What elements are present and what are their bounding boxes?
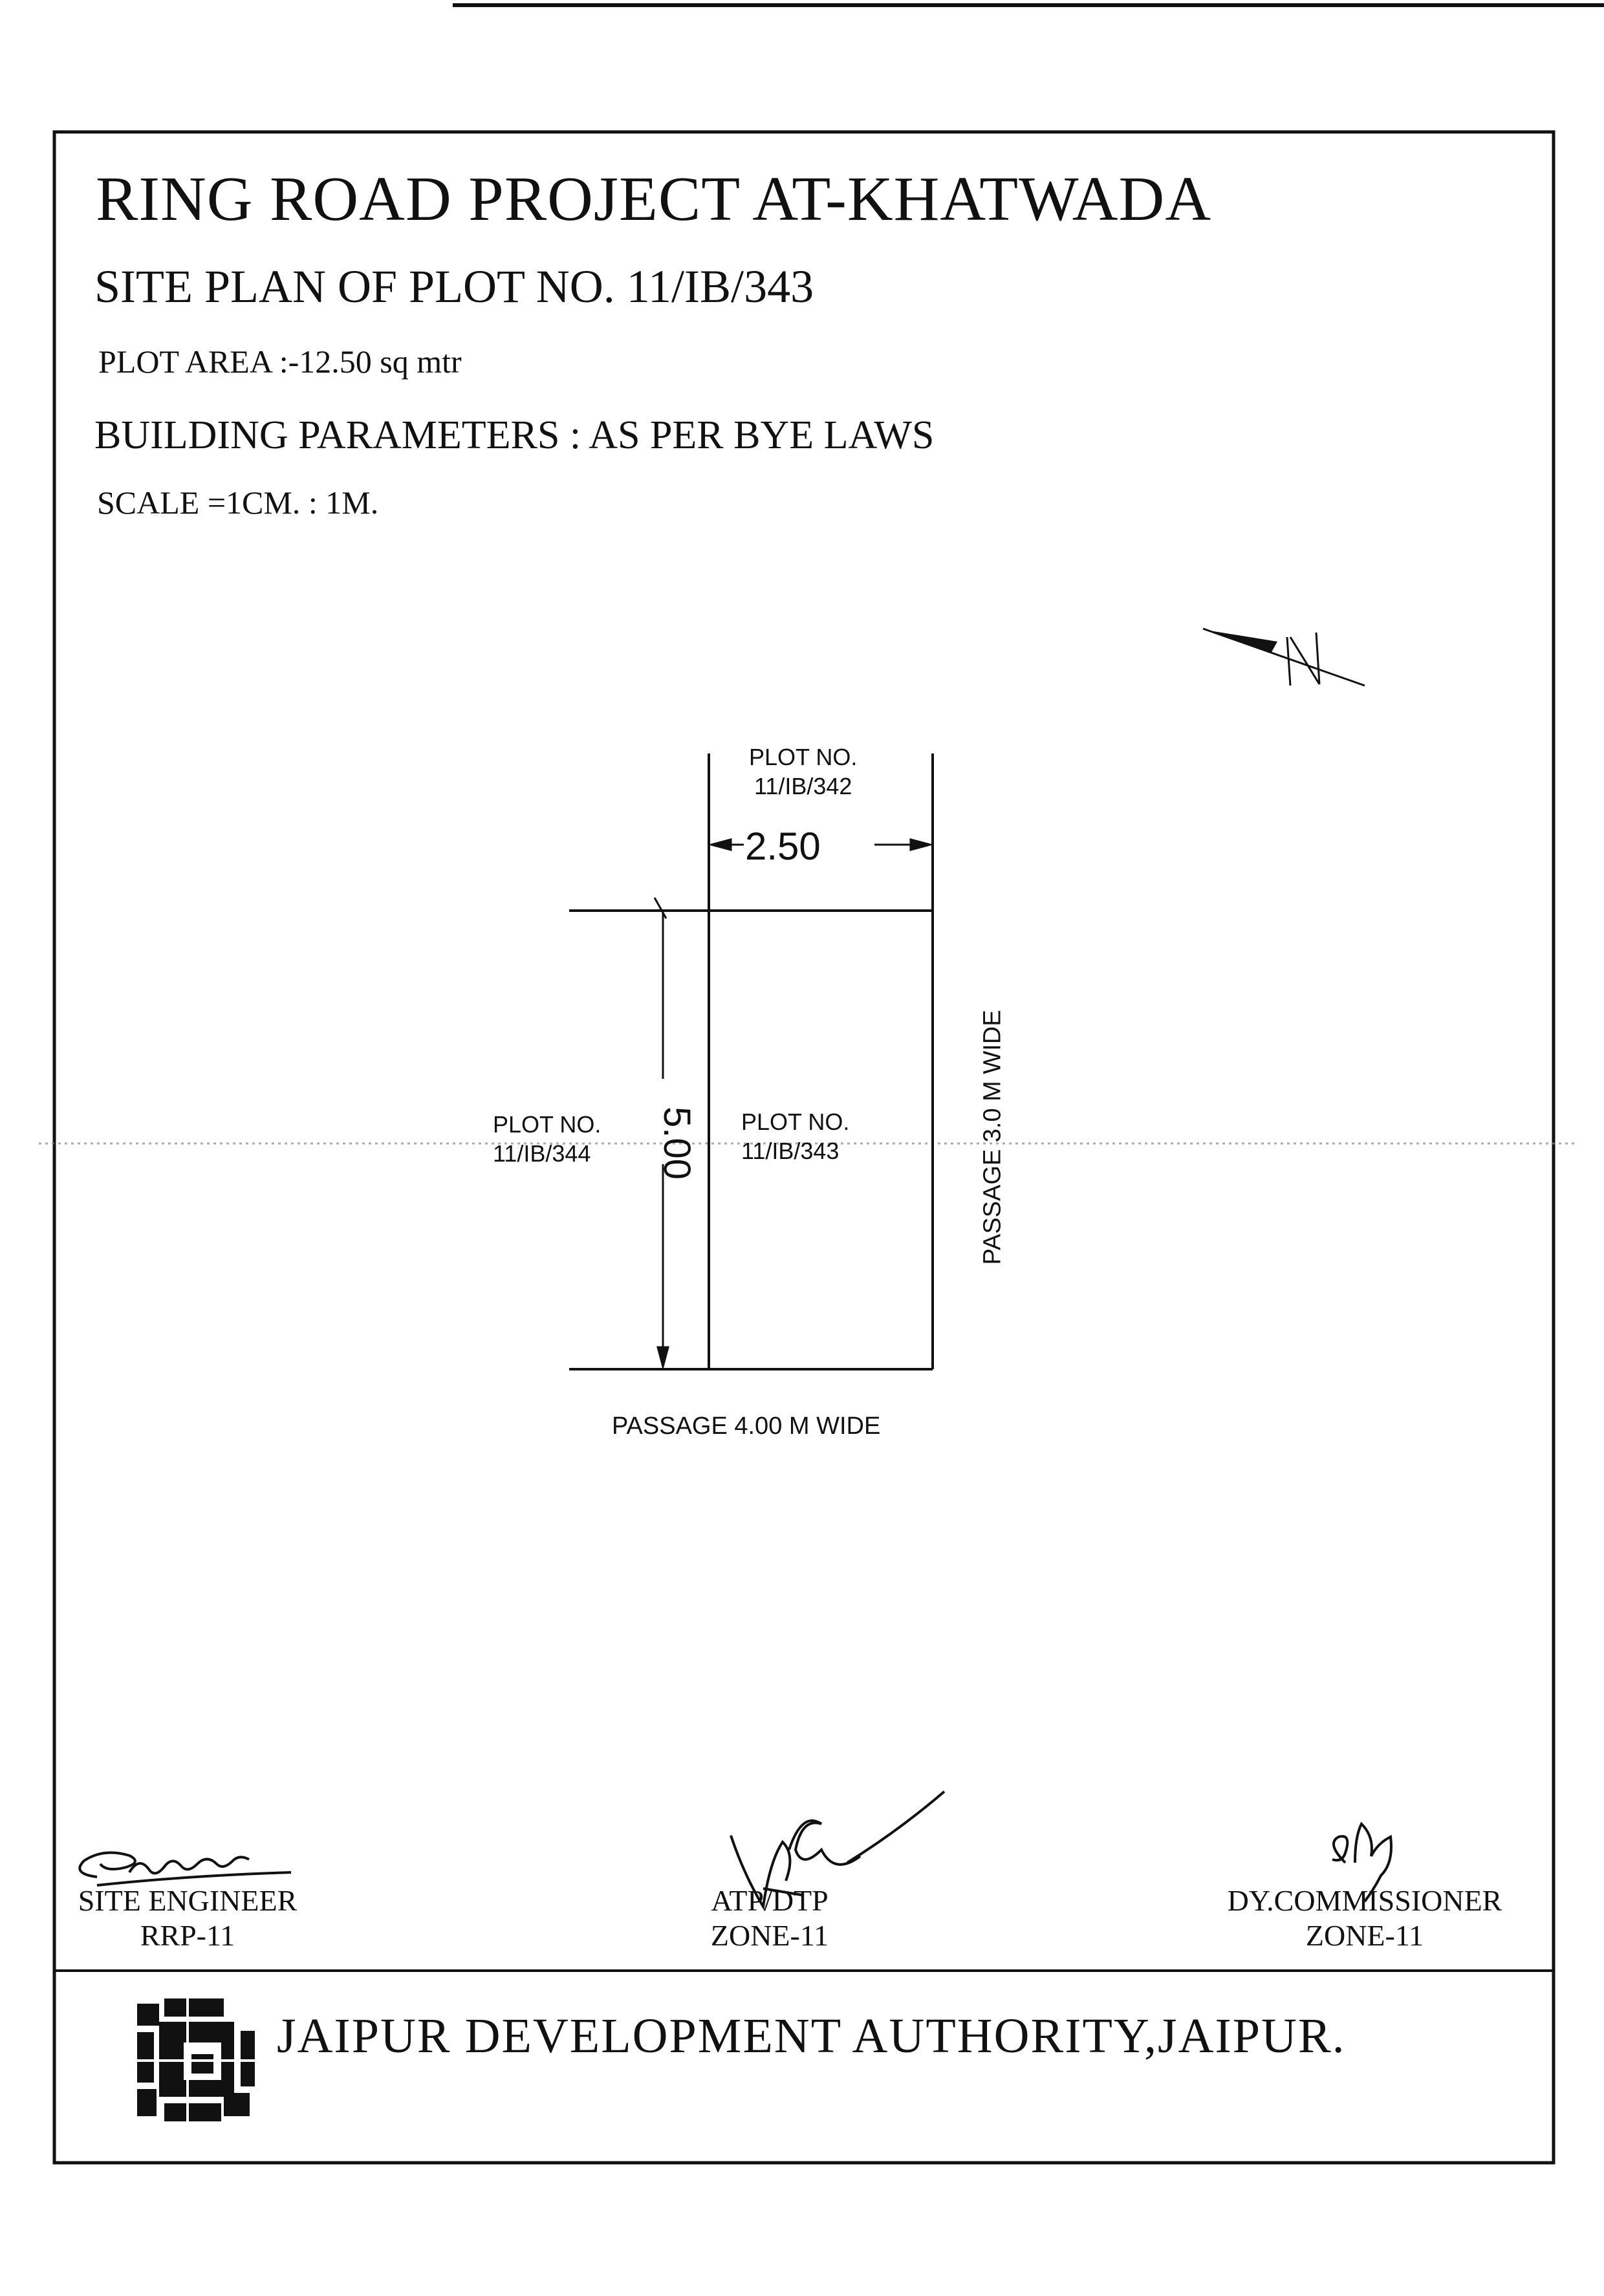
- plot-main-label: [741, 1107, 849, 1165]
- plot-north-label-text: PLOT NO.: [749, 744, 858, 770]
- plot-west-label: [493, 1110, 601, 1168]
- plot-west-id: 11/IB/344: [493, 1140, 591, 1167]
- plot-west-label-text: PLOT NO.: [493, 1111, 602, 1138]
- dy-commissioner-block: [1209, 1883, 1520, 1954]
- plot-main-label-text: PLOT NO.: [741, 1109, 850, 1135]
- passage-side-label: PASSAGE 3.0 M WIDE: [979, 1010, 1006, 1265]
- atp-block: [673, 1883, 867, 1954]
- site-engineer-signature: [80, 1853, 291, 1886]
- passage-front-label: PASSAGE 4.00 M WIDE: [612, 1413, 881, 1440]
- atp-unit: ZONE-11: [710, 1919, 829, 1953]
- authority-name: JAIPUR DEVELOPMENT AUTHORITY,JAIPUR.: [277, 2009, 1346, 2063]
- project-title: RING ROAD PROJECT AT-KHATWADA: [96, 164, 1212, 234]
- width-dimension: [711, 839, 930, 850]
- site-engineer-unit: RRP-11: [140, 1919, 235, 1953]
- width-dimension-label: 2.50: [745, 825, 821, 868]
- site-engineer-role: SITE ENGINEER: [78, 1884, 298, 1917]
- dy-commissioner-unit: ZONE-11: [1305, 1919, 1424, 1953]
- building-parameters: BUILDING PARAMETERS : AS PER BYE LAWS: [94, 413, 935, 457]
- plot-north-id: 11/IB/342: [753, 773, 852, 799]
- site-engineer-block: [65, 1883, 310, 1954]
- depth-dimension-label: 5.00: [655, 1107, 698, 1180]
- plot-north-label: [749, 742, 857, 801]
- north-arrow-icon: [1203, 629, 1365, 686]
- plot-area: PLOT AREA :-12.50 sq mtr: [98, 343, 462, 380]
- plot-main-id: 11/IB/343: [741, 1138, 840, 1164]
- jda-logo: [129, 1992, 259, 2128]
- atp-role: ATP/DTP: [711, 1884, 829, 1917]
- scale-note: SCALE =1CM. : 1M.: [97, 484, 379, 521]
- site-plan-subtitle: SITE PLAN OF PLOT NO. 11/IB/343: [94, 261, 814, 312]
- dy-commissioner-role: DY.COMMISSIONER: [1227, 1884, 1502, 1917]
